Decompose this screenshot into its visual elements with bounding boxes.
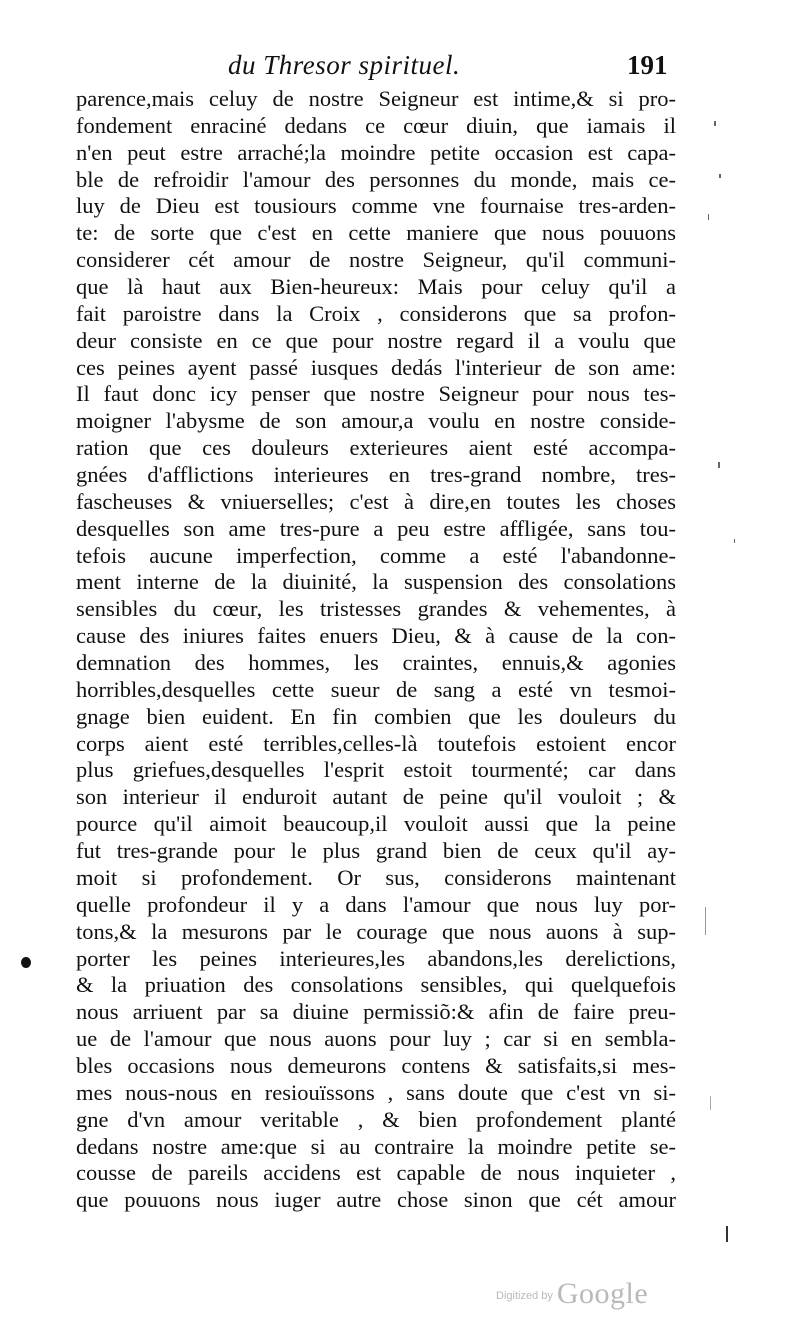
text-line: gnées d'afflictions interieures en tres-grand nombre, tres-	[76, 462, 676, 488]
text-line: & la priuation des consolations sensibles, qui quelquefois	[76, 972, 676, 998]
scan-mark	[714, 121, 716, 126]
text-line: ue de l'amour que nous auons pour luy ; car si en sembla-	[76, 1026, 676, 1052]
text-line: que là haut aux Bien-heureux: Mais pour celuy qu'il a	[76, 274, 676, 300]
scan-mark	[718, 462, 720, 468]
scan-mark	[719, 174, 721, 178]
text-line: fascheuses & vniuerselles; c'est à dire,en toutes les choses	[76, 488, 676, 514]
text-line: pource qu'il aimoit beaucoup,il vouloit aussi que la peine	[76, 811, 676, 837]
text-line: ces peines ayent passé iusques dedás l'interieur de son ame:	[76, 354, 676, 380]
scan-mark	[726, 1226, 728, 1242]
text-line: deur consiste en ce que pour nostre regard il a voulu que	[76, 327, 676, 353]
text-line: fait paroistre dans la Croix , considerons que sa profon-	[76, 300, 676, 326]
text-line: ble de refroidir l'amour des personnes du monde, mais ce-	[76, 166, 676, 192]
text-line: luy de Dieu est tousiours comme vne fournaise tres-arden-	[76, 193, 676, 219]
text-line: bles occasions nous demeurons contens & satisfaits,si mes-	[76, 1052, 676, 1078]
text-line: tefois aucune imperfection, comme a esté l'abandonne-	[76, 542, 676, 568]
text-line: horribles,desquelles cette sueur de sang a esté vn tesmoi-	[76, 676, 676, 702]
text-line: tons,& la mesurons par le courage que nous auons à sup-	[76, 918, 676, 944]
text-line: considerer cét amour de nostre Seigneur, qu'il communi-	[76, 247, 676, 273]
margin-dot	[21, 957, 31, 968]
text-line: Il faut donc icy penser que nostre Seigneur pour nous tes-	[76, 381, 676, 407]
text-line: son interieur il enduroit autant de peine qu'il vouloit ; &	[76, 784, 676, 810]
text-line: moit si profondement. Or sus, considerons maintenant	[76, 864, 676, 890]
text-line: corps aient esté terribles,celles-là toutefois estoient encor	[76, 730, 676, 756]
body-text	[76, 86, 676, 1214]
text-line: gne d'vn amour veritable , & bien profondement planté	[76, 1106, 676, 1132]
text-line: plus griefues,desquelles l'esprit estoit tourmenté; car dans	[76, 757, 676, 783]
google-logo: Google	[556, 1277, 649, 1310]
running-head: du Thresor spirituel.	[228, 50, 461, 80]
text-line: fut tres-grande pour le plus grand bien de ceux qu'il ay-	[76, 838, 676, 864]
scan-mark	[705, 907, 706, 935]
scan-mark	[710, 1096, 711, 1110]
text-line: sensibles du cœur, les tristesses grandes & vehementes, à	[76, 596, 676, 622]
text-line: demnation des hommes, les craintes, ennuis,& agonies	[76, 650, 676, 676]
text-line: parence,mais celuy de nostre Seigneur est intime,& si pro-	[76, 86, 676, 111]
text-line: n'en peut estre arraché;la moindre petite occasion est capa-	[76, 139, 676, 165]
text-line: que pouuons nous iuger autre chose sinon que cét amour	[76, 1187, 676, 1213]
watermark-prefix: Digitized by	[496, 1290, 553, 1302]
scan-mark	[734, 539, 735, 543]
page-number: 191	[627, 50, 668, 80]
scan-mark	[708, 214, 709, 220]
text-line: fondement enraciné dedans ce cœur diuin, que iamais il	[76, 112, 676, 138]
text-line: porter les peines interieures,les abandons,les derelictions,	[76, 945, 676, 971]
text-line: cause des iniures faites enuers Dieu, & à cause de la con-	[76, 623, 676, 649]
text-line: desquelles son ame tres-pure a peu estre affligée, sans tou-	[76, 515, 676, 541]
text-line: te: de sorte que c'est en cette maniere que nous pouuons	[76, 220, 676, 246]
text-line: moigner l'abysme de son amour,a voulu en nostre conside-	[76, 408, 676, 434]
text-line: dedans nostre ame:que si au contraire la moindre petite se-	[76, 1133, 676, 1159]
text-line: ment interne de la diuinité, la suspension des consolations	[76, 569, 676, 595]
text-line: mes nous-nous en resiouïssons , sans doute que c'est vn si-	[76, 1079, 676, 1105]
text-line: gnage bien euident. En fin combien que les douleurs du	[76, 703, 676, 729]
text-line: quelle profondeur il y a dans l'amour que nous luy por-	[76, 891, 676, 917]
digitized-by-google-watermark	[496, 1277, 648, 1311]
text-line: nous arriuent par sa diuine permissiõ:& afin de faire preu-	[76, 999, 676, 1025]
text-line: ration que ces douleurs exterieures aient esté accompa-	[76, 435, 676, 461]
text-line: cousse de pareils accidens est capable de nous inquieter ,	[76, 1160, 676, 1186]
